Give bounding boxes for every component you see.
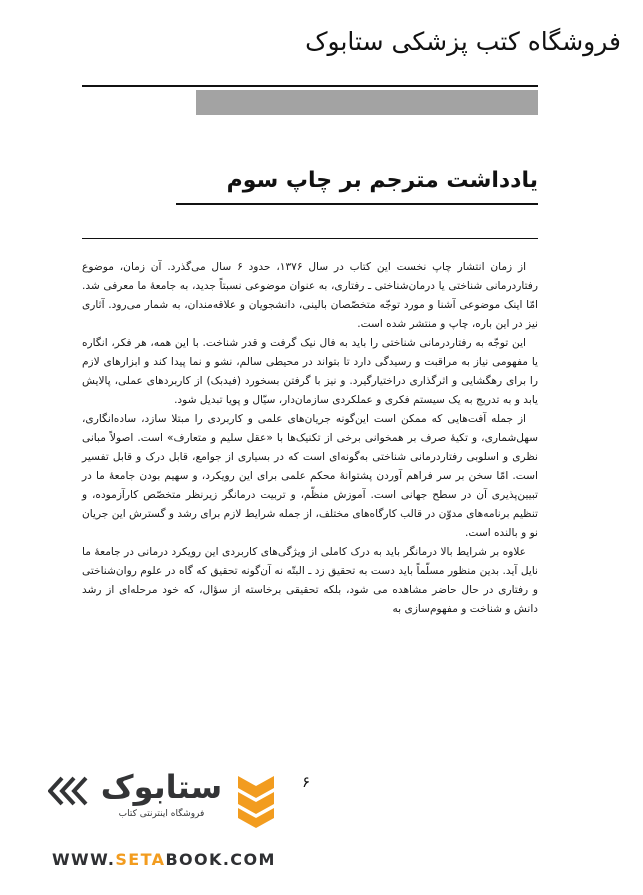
logo-tagline: فروشگاه اینترنتی کتاب [118,809,205,819]
logo-wordmark: ستابوک [100,768,223,806]
chevrons-icon [48,774,96,808]
body-top-divider [82,238,538,239]
website-url[interactable] [52,849,276,871]
store-name-header: فروشگاه کتب پزشکی ستابوک [305,27,621,56]
body-paragraph-2: این توجّه به رفتاردرمانی شناختی را باید به فال نیک گرفت و قدر شناخت. با این همه، هر فکر، انگاره یا مفهومی نیاز به مراقبت و رسیدگی دارد تا بتواند در محیطی سالم، نشو و نما پیدا کند و ابزارهای لازم را برای رهگشایی و اثرگذاری دراختیارگیرد. و نیز با گرفتن بسخورد (فیدبک) از کاربردهای عملی، پالایش یابد و به تدریج به یک سیستم فکری و عملکردی سازمان‌دار، سیّال و پویا تبدیل شود. [82,337,538,406]
chapter-header-bar [196,90,538,115]
title-underline [176,203,538,205]
url-accent: SETA [115,850,166,869]
body-paragraph-3: از جمله آفت‌هایی که ممکن است این‌گونه جریان‌های علمی و کاربردی را مبتلا سازد، ساده‌انگاری، سهل‌شماری، و تکیهٔ صرف بر همخوانی برخی از تکنیک‌ها با «عقل سلیم و متعارف» است. اصولاً مبانی نظری و اسلوبی رفتاردرمانی شناختی به‌گونه‌ای است که در بسیاری از جوامع، قابل درک و قابل تفسیر است. امّا سخن بر سر فراهم آوردن پشتوانهٔ محکم علمی برای این رویکرد، و سهیم بودن جامعهٔ ما در تبیین‌پذیری آن در سطح جهانی است. آموزش منظّم، و تربیت درمانگر زیرنظر متخصّص کارآزموده، و تنظیم برنامه‌های مدوّن در قالب کارگاه‌های مختلف، از جمله شرایط لازم برای رشد و گسترش این جریان نو و بالنده است. [82,413,538,539]
url-suffix: BOOK.COM [165,850,276,869]
top-divider [82,85,538,87]
chapter-title: یادداشت مترجم بر چاپ سوم [226,168,538,193]
body-paragraph-1: از زمان انتشار چاپ نخست این کتاب در سال ۱۳۷۶، حدود ۶ سال می‌گذرد. آن زمان، موضوع رفتاردرمانی شناختی یا درمان‌شناختی ـ رفتاری، به عنوان موضوعی نسبتاً جدید، به جامعهٔ ما معرفی شد. امّا اینک موضوعی آشنا و مورد توجّه متخصّصان بالینی، دانشجویان و علاقه‌مندان، به شمار می‌رود. آثاری نیز در این باره، چاپ و منتشر شده است. [82,261,538,330]
setabook-logo [42,770,277,834]
url-prefix: WWW. [52,850,116,869]
chapter-body [82,258,538,619]
stacked-books-icon [236,774,276,830]
page-number: ۶ [302,773,311,791]
body-paragraph-4: علاوه بر شرایط بالا درمانگر باید به درک کاملی از ویژگی‌های کاربردی این رویکرد درمانی در جامعهٔ ما نایل آید. بدین منظور مسلّماً باید دست به تحقیق زد ـ البتّه نه آن‌گونه تحقیق که گاه در علوم روان‌شناختی و رفتاری در حال حاضر مشاهده می شود، بلکه تحقیقی برخاسته از سؤال، که خود مرحله‌ای از رشد دانش و شناخت و مفهوم‌سازی به [82,546,538,615]
